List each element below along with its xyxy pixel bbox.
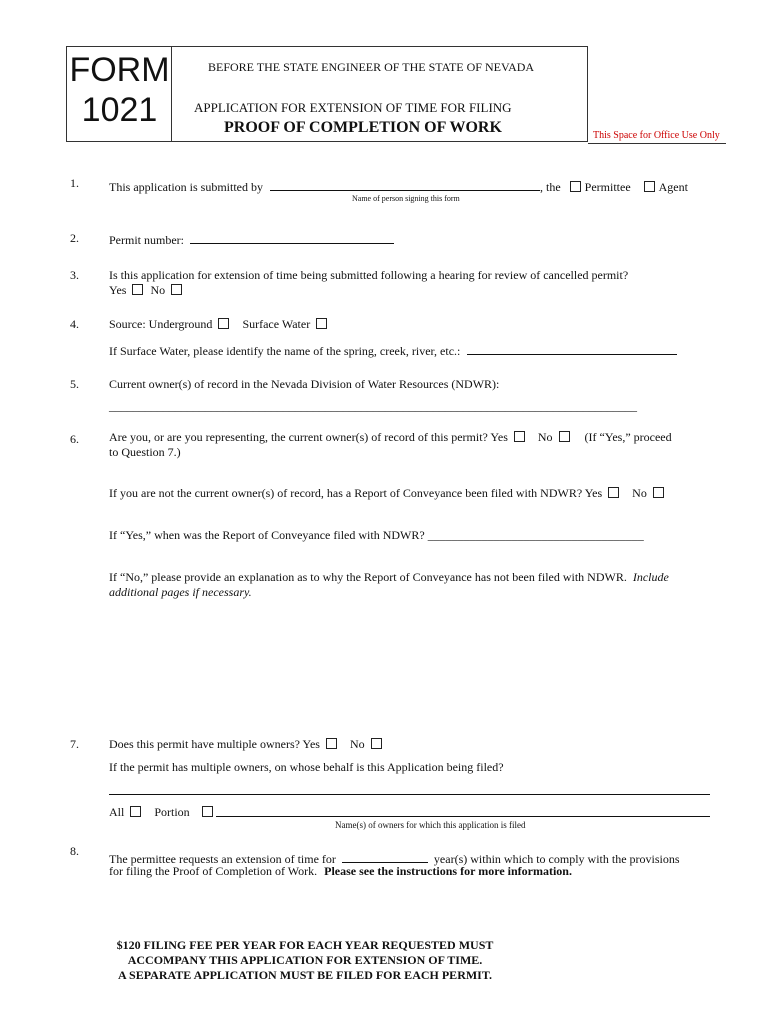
conveyance-yes-checkbox[interactable] [608,487,619,498]
q2-number: 2. [70,231,79,245]
q1-row [109,178,688,195]
current-owner-field[interactable]: ________________________________________________________________________________________ [109,399,637,413]
q8-row-2 [109,864,572,879]
signer-name-field[interactable] [270,178,540,191]
q6-no-checkbox[interactable] [559,431,570,442]
surface-water-label: Surface Water [242,317,311,331]
explanation-row [109,570,669,585]
q7-no-checkbox[interactable] [371,738,382,749]
form-number: 1021 [81,91,158,129]
q3-text: Is this application for extension of time being submitted following a hearing for review of cancelled permit? [109,268,629,282]
q5-text: Current owner(s) of record in the Nevada Division of Water Resources (NDWR): [109,377,500,391]
q1-text: This application is submitted by [109,180,263,194]
q6-number: 6. [70,432,79,446]
q2-row [109,231,394,248]
surface-water-identify-text: If Surface Water, please identify the name of the spring, creek, river, etc.: [109,344,461,358]
years-requested-field[interactable] [342,850,428,863]
surface-water-checkbox[interactable] [316,318,327,329]
q4-source-row [109,317,331,332]
surface-water-name-field[interactable] [467,342,677,355]
q8-text-b: year(s) within which to comply with the provisions [433,852,680,866]
authority-line: BEFORE THE STATE ENGINEER OF THE STATE OF NEVADA [208,60,535,74]
conveyance-no-checkbox[interactable] [653,487,664,498]
office-use-label: This Space for Office Use Only [593,130,720,141]
q7-text: Does this permit have multiple owners? Yes [109,737,320,751]
q1-number: 1. [70,176,79,190]
q6-yes-checkbox[interactable] [514,431,525,442]
q4-number: 4. [70,317,79,331]
fee-line-3: A SEPARATE APPLICATION MUST BE FILED FOR EACH PERMIT. [118,968,492,982]
conveyance-text: If you are not the current owner(s) of record, has a Report of Conveyance been filed with NDWR? Yes [109,486,603,500]
q3-yes-checkbox[interactable] [132,284,143,295]
explanation-area[interactable] [109,602,709,722]
fee-line-2: ACCOMPANY THIS APPLICATION FOR EXTENSION OF TIME. [127,953,483,967]
agent-checkbox[interactable] [644,181,655,192]
explanation-text: If “No,” please provide an explanation as to why the Report of Conveyance has not been filed with NDWR. [109,570,627,584]
permit-number-field[interactable] [190,231,394,244]
q6-no-label: No [537,430,553,444]
q6-proceed-text: (If “Yes,” proceed [584,430,672,444]
q7-behalf-text: If the permit has multiple owners, on whose behalf is this Application being filed? [109,760,504,774]
q7-number: 7. [70,737,79,751]
all-label: All [109,805,125,819]
q1-the: , the [539,180,561,194]
permittee-checkbox[interactable] [570,181,581,192]
office-use-divider [588,143,726,144]
form-number-box [66,46,171,142]
instructions-note: Please see the instructions for more information. [324,864,572,878]
permittee-label: Permittee [584,180,631,194]
portion-label: Portion [154,805,190,819]
q3-no-label: No [150,283,166,297]
form-label: FORM [69,51,170,89]
q4-identify-row [109,342,677,359]
q3-yes-label: Yes [109,283,127,297]
additional-pages-text: additional pages if necessary. [109,585,252,599]
all-checkbox[interactable] [130,806,141,817]
include-text: Include [632,570,669,584]
q3-no-checkbox[interactable] [171,284,182,295]
q5-number: 5. [70,377,79,391]
q8-text-a: The permittee requests an extension of time for [109,852,336,866]
agent-label: Agent [658,180,688,194]
page-title: PROOF OF COMPLETION OF WORK [224,119,502,136]
q2-text: Permit number: [109,233,184,247]
q8-text-c: for filing the Proof of Completion of Work. [109,864,318,878]
filing-fee-notice [100,938,510,983]
fee-line-1: $120 FILING FEE PER YEAR FOR EACH YEAR REQUESTED MUST [116,938,494,952]
q6-text: Are you, or are you representing, the current owner(s) of record of this permit? Yes [109,430,508,444]
signer-name-caption: Name of person signing this form [352,194,460,203]
q7-row [109,737,386,752]
owner-names-field[interactable] [216,816,710,817]
conveyance-no-label: No [632,486,647,500]
q7-yes-checkbox[interactable] [326,738,337,749]
owner-names-caption: Name(s) of owners for which this application is filed [335,820,526,830]
q6-row [109,430,672,445]
q8-number: 8. [70,844,79,858]
underground-checkbox[interactable] [218,318,229,329]
q6-proceed-text-2: to Question 7.) [109,445,181,459]
title-line-1: APPLICATION FOR EXTENSION OF TIME FOR FILING [194,100,512,115]
behalf-line[interactable] [109,794,710,795]
q7-no-label: No [349,737,365,751]
conveyance-date-field[interactable]: If “Yes,” when was the Report of Conveyance filed with NDWR? ____________________________________ [109,528,644,542]
conveyance-row [109,486,668,501]
q3-number: 3. [70,268,79,282]
q3-options [109,283,186,298]
underground-label: Source: Underground [109,317,213,331]
title-box [171,46,588,142]
portion-checkbox[interactable] [202,806,213,817]
q7-scope-row [109,805,217,820]
